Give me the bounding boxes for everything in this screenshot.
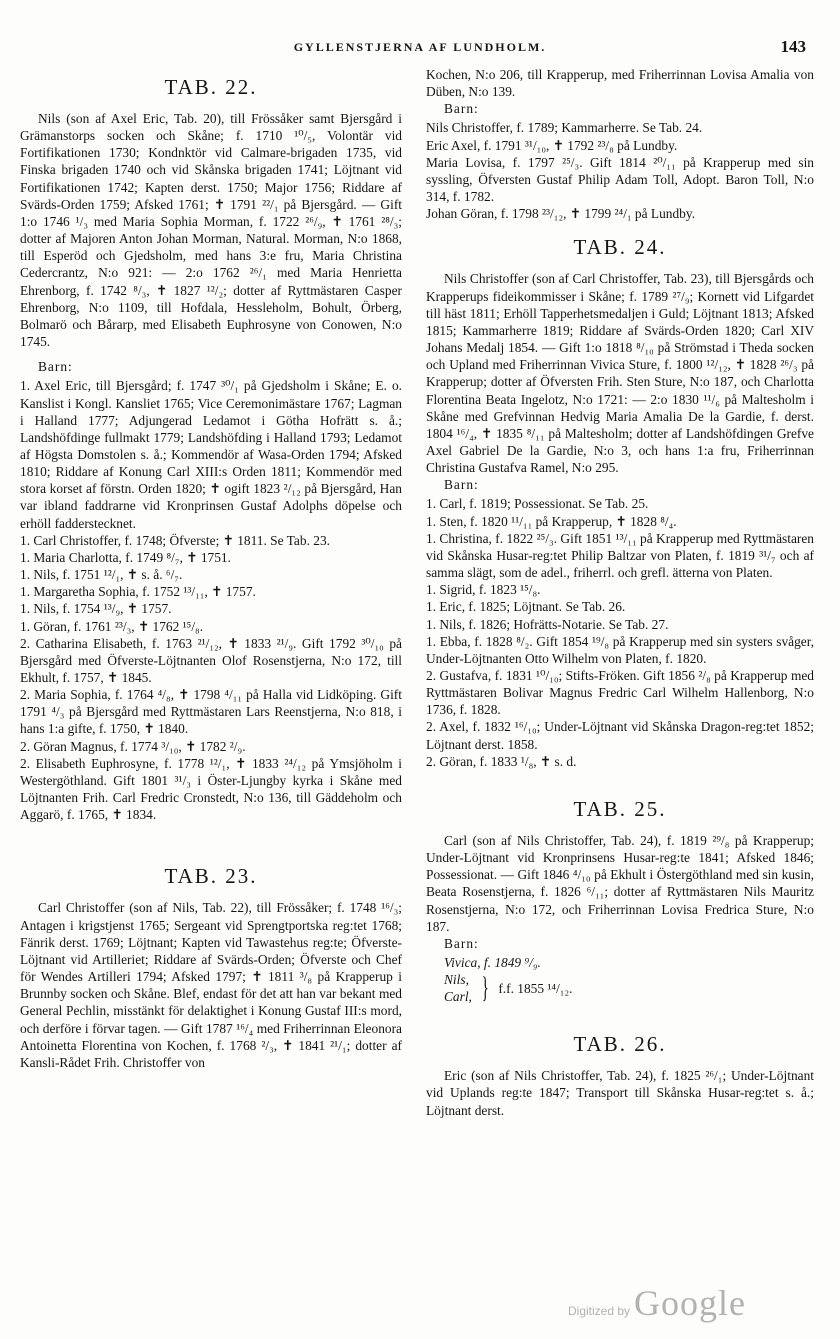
child-entry: 1. Nils, f. 1751 ¹²/₁, ✝ s. å. ⁶/₇. <box>20 567 183 583</box>
child-entry: 1. Ebba, f. 1828 ⁸/₂. Gift 1854 ¹⁹/₈ på Krapperup med sin systers svåger, Under-Löjtnanten Otto Wilhelm von Platen, f. 1820. <box>426 633 814 666</box>
child-entry: 1. Nils, f. 1754 ¹³/₉, ✝ 1757. <box>20 601 172 617</box>
tab-22-entry: Nils (son af Axel Eric, Tab. 20), till Frössåker samt Bjersgård i Grämanstorps socken och Skåne; f. 1710 ¹⁰/₅, Volontär vid Fortifikationen 1730; Kondnktör vid Calmare-brigaden 1735, vid Finska brigaden 1740 och vid Skånska brigaden 1741; Löjtnant vid Fortifikationen 1742; Kapten derst. 1750; Major 1756; Riddare af Svärds-Orden 1759; Afsked 1761; ✝ 1791 ²²/₁ på Bjersgård. — Gift 1:o 1746 ¹/₃ med Maria Sophia Morman, f. 1722 ²⁶/₉, ✝ 1761 ²⁸/₃; dotter af Majoren Anton Johan Morman, Natural. Morman, N:o 1868, till Esperöd och Gjedsholm, med hans 3:e fru, Maria Christina Cedercrantz, N:o 921: — 2:o 1762 ²⁶/₁ med Maria Henrietta Ehrenborg, f. 1742 ⁸/₃, ✝ 1827 ¹²/₂; dotter af Ryttmästaren Casper Ehrenborg, N:o 1109, till Hofdala, Hessleholm, Bohult, Örberg, Bolmarö och Bårarp, med Elisabeth Euphrosyne von Conowen, N:o 1745. <box>20 111 402 350</box>
running-title: GYLLENSTJERNA AF LUNDHOLM. <box>293 40 547 54</box>
tab-22-children <box>20 377 402 823</box>
child-entry: 1. Axel Eric, till Bjersgård; f. 1747 ³⁰/₁ på Gjedsholm i Skåne; E. o. Kanslist i Kongl. Kansliet 1765; Vice Ceremonimästare 1767; Lagman i Halland 1777; Adjungerad Ledamot i Götha Hofrätt s. å.; Landshöfdinge fullmakt 1779; Landshöfding i Halland 1793; Ledamot af Högsta Domstolen s. å.; Kommendör af Wasa-Orden 1794; Afsked 1810; Riddare af Konung Carl XIII:s Orden 1811; Kommendör med stora korset af förstn. Orden 1820; ✝ ogift 1823 ²/₁₂ på Bjersgård, Han var ibland faddrarne vid Kronprinsen Gustaf Adolphs döpelse och erhöll fadderstecknet. <box>20 378 402 531</box>
google-logo: Google <box>634 1283 747 1323</box>
tab-25-entry: Carl (son af Nils Christoffer, Tab. 24), f. 1819 ²⁹/₈ på Krapperup; Under-Löjtnant vid Kronprinsens Husar-reg:te 1841; Afsked 1846; Possessionat. — Gift 1846 ⁴/₁₀ på Ekhult i Östergöthland med sin kusin, Beata Rosenstjerna, f. 1826 ⁶/₁₁; dotter af Ryttmästaren Nils Mauritz Rosenstjerna, N:o 172, och Friherrinnan Lovisa Fredrica Sture, N:o 187. <box>426 832 814 934</box>
right-column <box>426 66 814 1119</box>
twin-name: Carl, <box>444 989 472 1005</box>
digitized-by-google-watermark <box>568 1282 746 1324</box>
child-entry: 2. Gustafva, f. 1831 ¹⁰/₁₀; Stifts-Fröken. Gift 1856 ²/₈ på Krapperup med Ryttmästaren Bolivar Magnus Fredric Carl Wilhelm Hallenborg, N:o 1736, f. 1828. <box>426 668 814 718</box>
child-entry: 1. Sten, f. 1820 ¹¹/₁₁ på Krapperup, ✝ 1828 ⁸/₄. <box>426 513 677 529</box>
twin-children <box>444 971 814 1005</box>
child-entry: Eric Axel, f. 1791 ³¹/₁₀, ✝ 1792 ²³/₈ på Lundby. <box>426 137 678 153</box>
tab-24-children <box>426 495 814 770</box>
child-entry: 1. Carl, f. 1819; Possessionat. Se Tab. 25. <box>426 496 649 512</box>
child-entry: Vivica, f. 1849 ⁹/₉. <box>444 955 541 971</box>
child-entry: 1. Eric, f. 1825; Löjtnant. Se Tab. 26. <box>426 599 626 615</box>
child-entry: Maria Lovisa, f. 1797 ²⁵/₃. Gift 1814 ²⁰/₁₁ på Krapperup med sin syssling, Öfversten Gustaf Philip Adam Toll, Adopt. Baron Toll, N:o 314, f. 1782. <box>426 154 814 205</box>
tab-26-heading: TAB. 26. <box>573 1032 667 1057</box>
page-number: 143 <box>780 37 806 56</box>
tab-24-heading: TAB. 24. <box>573 235 667 260</box>
tab-22-heading: TAB. 22. <box>164 75 258 99</box>
child-entry: 1. Christina, f. 1822 ²⁵/₃. Gift 1851 ¹³/₁₁ på Krapperup med Ryttmästaren vid Skånska Husar-reg:tet Philip Baltzar von Platen, f. 1819 ³¹/₇ och af samma slägt, som de adel., friherrl. och grefl. ätterna von Platen. <box>426 530 814 581</box>
child-entry: 2. Göran, f. 1833 ¹/₈, ✝ s. d. <box>426 753 577 769</box>
tab-22-barn-label: Barn: <box>38 359 73 375</box>
page-header <box>0 37 840 62</box>
tab-26-entry: Eric (son af Nils Christoffer, Tab. 24), f. 1825 ²⁶/₁; Under-Löjtnant vid Uplands reg:te 1847; Transport till Skånska Husar-reg:tet s. å.; Löjtnant derst. <box>426 1068 814 1118</box>
tab-23-barn-label: Barn: <box>444 101 479 117</box>
tab-23-continuation: Kochen, N:o 206, till Krapperup, med Friherrinnan Lovisa Amalia von Düben, N:o 139. <box>426 67 814 100</box>
child-entry: 1. Sigrid, f. 1823 ¹⁵/₈. <box>426 582 541 598</box>
child-entry: 1. Carl Christoffer, f. 1748; Öfverste; ✝ 1811. Se Tab. 23. <box>20 532 330 548</box>
child-entry: 1. Nils, f. 1826; Hofrätts-Notarie. Se Tab. 27. <box>426 616 669 632</box>
child-entry: 2. Göran Magnus, f. 1774 ³/₁₀, ✝ 1782 ²/₉. <box>20 738 246 754</box>
child-entry: 2. Maria Sophia, f. 1764 ⁴/₈, ✝ 1798 ⁴/₁₁ på Halla vid Lidköping. Gift 1791 ⁴/₃ på Bjersgård med Ryttmästaren Lars Reenstjerna, N:o 818, i hans 1:a gifte, f. 1750, ✝ 1840. <box>20 687 402 737</box>
twin-name: Nils, <box>444 972 469 988</box>
tab-25-heading: TAB. 25. <box>573 796 667 821</box>
tab-23-entry: Carl Christoffer (son af Nils, Tab. 22), till Frössåker; f. 1748 ¹⁶/₃; Antagen i krigstjenst 1765; Sergeant vid Sprengtportska reg:tet 1768; Fänrik derst. 1769; Löjtnant; Kapten vid Tawastehus reg:te; Öfverste-Löjtnant vid Artilleriet; Riddare af Svärds-Orden; Öfverste och Chef för Wendes Artilleri 1794; Afsked 1797; ✝ 1811 ³/₈ på Krapperup i Brunnby socken och Skåne. Blef, endast för det att han var bekant med General Pechlin, misstänkt för delaktighet i Konung Gustaf III:s mord, och derföre i förvar tagen. — Gift 1787 ¹⁶/₄ med Friherrinnan Eleonora Antoinetta Florentina von Kochen, f. 1768 ²/₃, ✝ 1841 ²¹/₁; dotter af Kansli-Rådet Frih. Christoffer von <box>20 900 402 1070</box>
twin-dates: f.f. 1855 ¹⁴/₁₂. <box>498 980 573 996</box>
left-column <box>20 66 402 1071</box>
child-entry: 1. Margaretha Sophia, f. 1752 ¹³/₁₁, ✝ 1757. <box>20 584 256 600</box>
child-entry: 2. Axel, f. 1832 ¹⁶/₁₀; Under-Löjtnant vid Skånska Dragon-reg:tet 1852; Löjtnant derst. 1858. <box>426 719 814 752</box>
tab-23-heading: TAB. 23. <box>164 864 258 889</box>
tab-25-barn-label: Barn: <box>444 935 479 951</box>
child-entry: Johan Göran, f. 1798 ²³/₁₂, ✝ 1799 ²⁴/₁ på Lundby. <box>426 206 696 222</box>
child-entry: 2. Elisabeth Euphrosyne, f. 1778 ¹²/₁, ✝ 1833 ²⁴/₁₂ på Ymsjöholm i Westergöthland. Gift 1801 ³¹/₃ i Öster-Ljungby kyrka i Skåne med Löjtnanten Frih. Carl Fredric Cronstedt, N:o 136, till Gäddeholm och Aggarö, f. 1765, ✝ 1834. <box>20 755 402 823</box>
child-entry: 2. Catharina Elisabeth, f. 1763 ²¹/₁₂, ✝ 1833 ²¹/₉. Gift 1792 ³⁰/₁₀ på Bjersgård med Öfverste-Löjtnanten Olof Rosenstjerna, N:o 172, till Ekhult, f. 1757, ✝ 1845. <box>20 635 402 685</box>
child-entry: 1. Göran, f. 1761 ²³/₃, ✝ 1762 ¹⁵/₈. <box>20 618 204 634</box>
child-entry: 1. Maria Charlotta, f. 1749 ⁸/₇, ✝ 1751. <box>20 549 231 565</box>
tab-24-entry: Nils Christoffer (son af Carl Christoffer, Tab. 23), till Bjersgårds och Krapperups fideikommisser i Skåne; f. 1789 ²⁷/₉; Kornett vid Lifgardet till häst 1811; Erhöll Tapperhetsmedaljen i Guld; Löjtnant 1813; Afsked 1815; Kammarherre 1819; Riddare af Svärds-Orden 1820; Carl XIV Johans Medalj 1854. — Gift 1:o 1818 ⁸/₁₀ på Strömstad i Theda socken och Upland med Friherrinnan Vivica Sture, f. 1800 ¹²/₁₂, ✝ 1828 ²⁶/₃ på Krapperup; dotter af Öfversten Frih. Sten Sture, N:o 187, och Charlotta Florentina Beata Ingelotz, N:o 1721: — 2:o 1830 ¹¹/₆ på Maltesholm i Skåne med Grefvinnan Hedvig Maria Amalia De la Gardie, f. derst. 1804 ¹⁶/₄, ✝ 1835 ⁸/₁₁ på Maltesholm; dotter af Landshöfdingen Grefve Axel Gabriel De la Gardie, N:o 3, och hans 1:a fru, Friherrinnan Christina Gustafva Ramel, N:o 295. <box>426 271 814 476</box>
tab-23-children <box>426 119 814 222</box>
child-entry: Nils Christoffer, f. 1789; Kammarherre. Se Tab. 24. <box>426 120 703 136</box>
watermark-prefix: Digitized by <box>568 1304 631 1318</box>
brace-glyph: } <box>481 971 489 1005</box>
tab-24-barn-label: Barn: <box>444 477 479 493</box>
twin-names <box>444 971 472 1005</box>
